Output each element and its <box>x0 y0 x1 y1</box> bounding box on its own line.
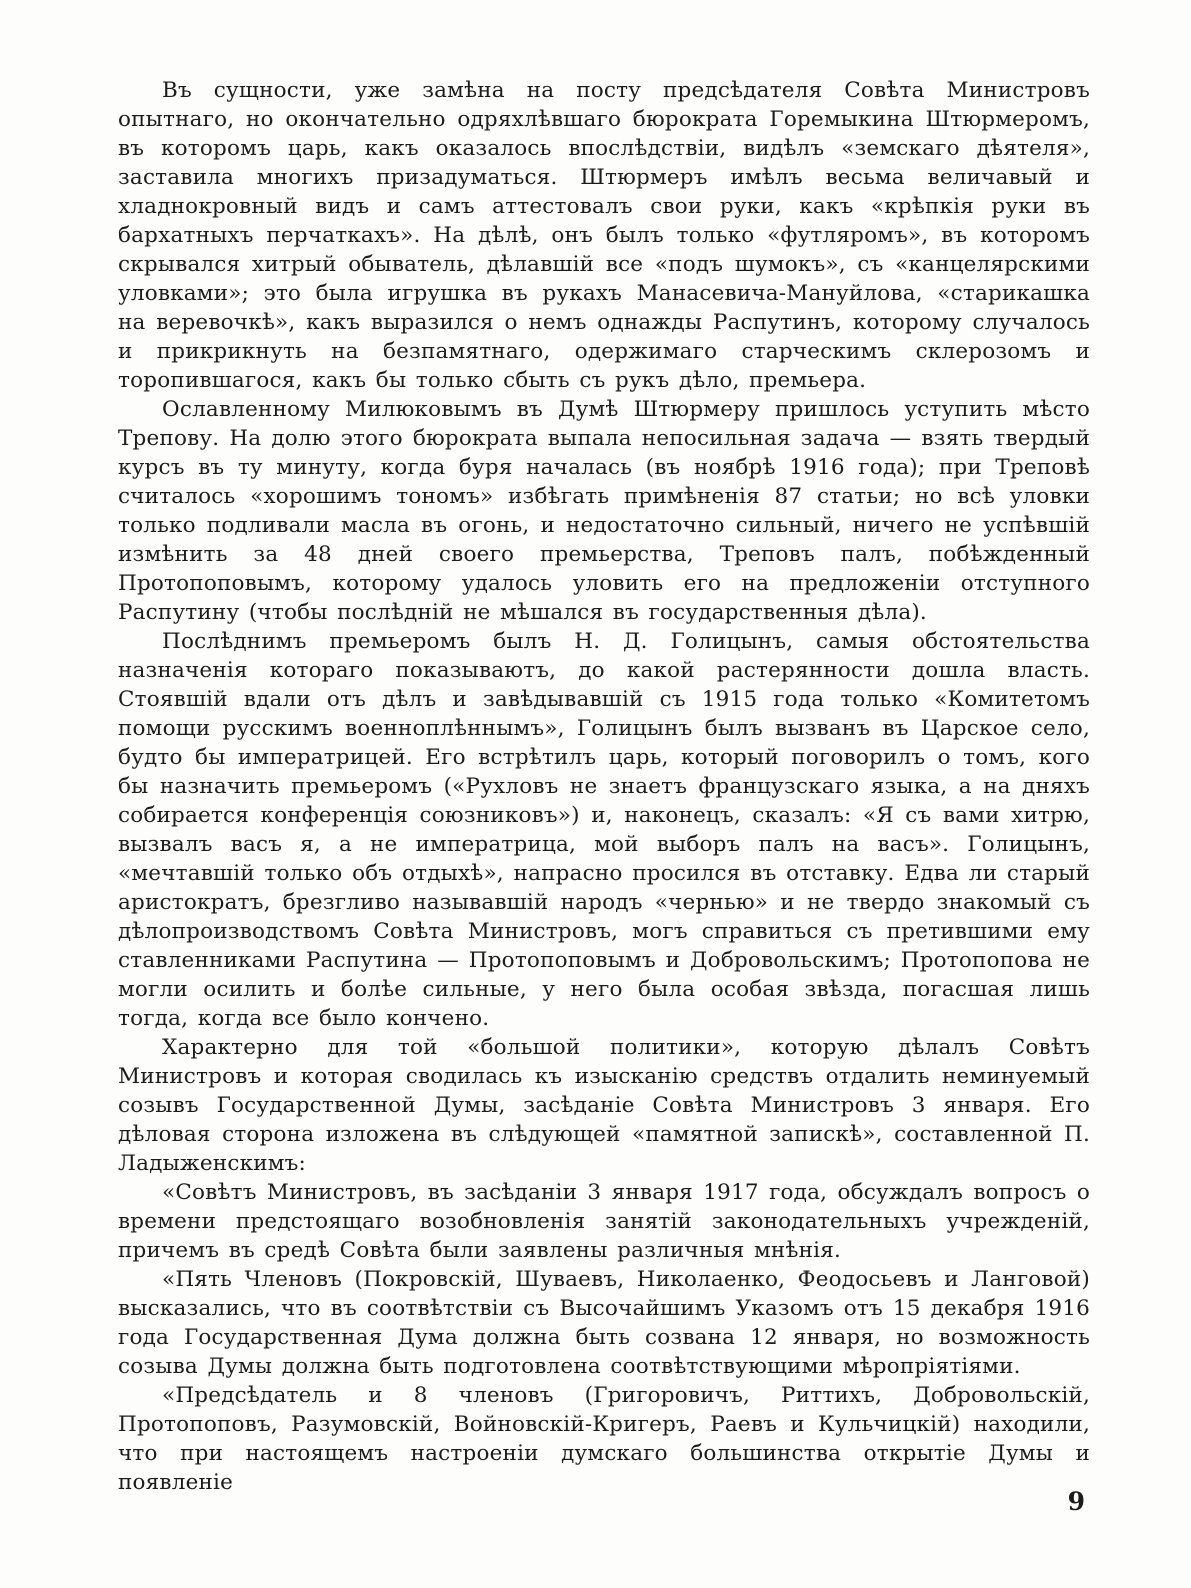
page-text <box>118 76 1090 1497</box>
paragraph: «Предсѣдатель и 8 членовъ (Григоровичъ, Риттихъ, Добровольскій, Протопоповъ, Разумовскій, Войновскій-Кригеръ, Раевъ и Кульчицкій) находили, что при настоящемъ настроеніи думскаго большинства открытіе Думы и появленіе <box>118 1383 1090 1495</box>
paragraph: Ославленному Милюковымъ въ Думѣ Штюрмеру пришлось уступить мѣсто Трепову. На долю этого бюрократа выпала непосильная задача — взять твердый курсъ въ ту минуту, когда буря началась (въ ноябрѣ 1916 года); при Треповѣ считалось «хорошимъ тономъ» избѣгать примѣненія 87 статьи; но всѣ уловки только подливали масла въ огонь, и недостаточно сильный, ничего не успѣвшій измѣнить за 48 дней своего премьерства, Треповъ палъ, побѣжденный Протопоповымъ, которому удалось уловить его на предложеніи отступного Распутину (чтобы послѣдній не мѣшался въ государственныя дѣла). <box>118 397 1090 625</box>
paragraph: Въ сущности, уже замѣна на посту предсѣдателя Совѣта Министровъ опытнаго, но окончательно одряхлѣвшаго бюрократа Горемыкина Штюрмеромъ, въ которомъ царь, какъ оказалось впослѣдствіи, видѣлъ «земскаго дѣятеля», заставила многихъ призадуматься. Штюрмеръ имѣлъ весьма величавый и хладнокровный видъ и самъ аттестовалъ свои руки, какъ «крѣпкія руки въ бархатныхъ перчаткахъ». На дѣлѣ, онъ былъ только «футляромъ», въ которомъ скрывался хитрый обыватель, дѣлавшій все «подъ шумокъ», съ «канцелярскими уловками»; это была игрушка въ рукахъ Манасевича-Мануйлова, «старикашка на веревочкѣ», какъ выразился о немъ однажды Распутинъ, которому случалось и прикрикнуть на безпамятнаго, одержимаго старческимъ склерозомъ и торопившагося, какъ бы только сбыть съ рукъ дѣло, премьера. <box>118 78 1090 393</box>
paragraph: Характерно для той «большой политики», которую дѣлалъ Совѣтъ Министровъ и которая сводилась къ изысканію средствъ отдалить неминуемый созывъ Государственной Думы, засѣданіе Совѣта Министровъ 3 января. Его дѣловая сторона изложена въ слѣдующей «памятной запискѣ», составленной П. Ладыженскимъ: <box>118 1035 1090 1176</box>
paragraph: «Пять Членовъ (Покровскій, Шуваевъ, Николаенко, Феодосьевъ и Ланговой) высказались, что въ соотвѣтствіи съ Высочайшимъ Указомъ отъ 15 декабря 1916 года Государственная Дума должна быть созвана 12 января, но возможность созыва Думы должна быть подготовлена соотвѣтствующими мѣропріятіями. <box>118 1267 1090 1379</box>
paragraph: «Совѣтъ Министровъ, въ засѣданіи 3 января 1917 года, обсуждалъ вопросъ о времени предстоящаго возобновленія занятій законодательныхъ учрежденій, причемъ въ средѣ Совѣта были заявлены различныя мнѣнія. <box>118 1180 1090 1263</box>
page-number: 9 <box>1067 1487 1085 1516</box>
paragraph: Послѣднимъ премьеромъ былъ Н. Д. Голицынъ, самыя обстоятельства назначенія котораго показываютъ, до какой растерянности дошла власть. Стоявшій вдали отъ дѣлъ и завѣдывавшій съ 1915 года только «Комитетомъ помощи русскимъ военноплѣннымъ», Голицынъ былъ вызванъ въ Царское село, будто бы императрицей. Его встрѣтилъ царь, который поговорилъ о томъ, кого бы назначить премьеромъ («Рухловъ не знаетъ французскаго языка, а на дняхъ собирается конференція союзниковъ») и, наконецъ, сказалъ: «Я съ вами хитрю, вызвалъ васъ я, а не императрица, мой выборъ палъ на васъ». Голицынъ, «мечтавшій только объ отдыхѣ», напрасно просился въ отставку. Едва ли старый аристократъ, брезгливо называвшій народъ «чернью» и не твердо знакомый съ дѣлопроизводствомъ Совѣта Министровъ, могъ справиться съ претившими ему ставленниками Распутина — Протопоповымъ и Добровольскимъ; Протопопова не могли осилить и болѣе сильные, у него была особая звѣзда, погасшая лишь тогда, когда все было кончено. <box>118 629 1090 1031</box>
